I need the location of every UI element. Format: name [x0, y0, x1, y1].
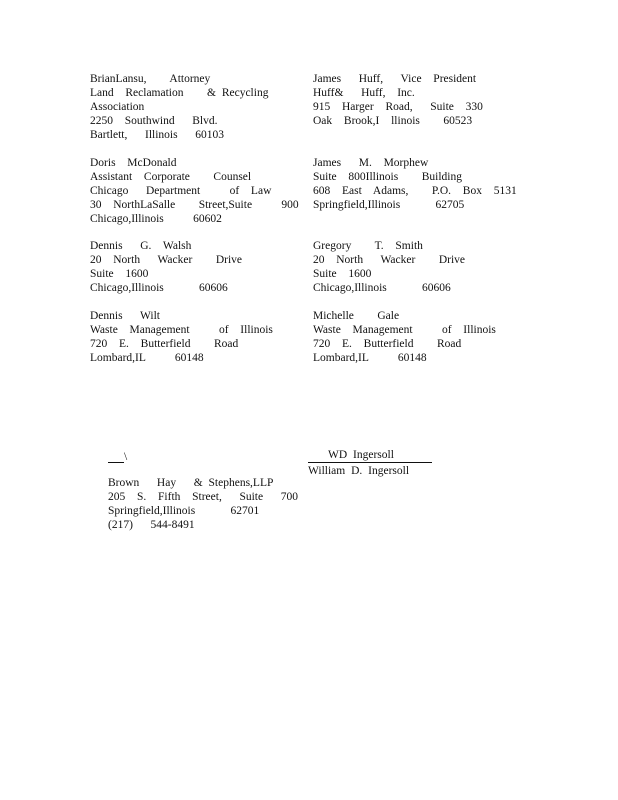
address-line: Dennis Wilt: [90, 310, 160, 322]
electronic-signature: WD Ingersoll: [308, 448, 432, 463]
address-line: Association: [90, 101, 145, 113]
address-line: Chicago Department of Law: [90, 185, 272, 197]
address-line: Assistant Corporate Counsel: [90, 171, 252, 183]
service-address-huff: [313, 72, 483, 128]
address-line: Chicago,Illinois 60606: [313, 282, 451, 294]
service-address-lansu: [90, 72, 268, 142]
signature-block: [308, 448, 432, 478]
address-line: 720 E. Butterfield Road: [90, 338, 239, 350]
address-line: Bartlett, Illinois 60103: [90, 129, 224, 141]
firm-line: 205 S. Fifth Street, Suite 700: [108, 491, 298, 503]
address-line: Michelle Gale: [313, 310, 400, 322]
address-line: James M. Morphew: [313, 157, 429, 169]
address-line: Huff& Huff, Inc.: [313, 87, 415, 99]
service-address-gale: [313, 309, 496, 365]
signer-name: William D. Ingersoll: [308, 465, 410, 477]
address-line: 720 E. Butterfield Road: [313, 338, 462, 350]
address-line: Springfield,Illinois 62705: [313, 199, 465, 211]
firm-line: Springfield,Illinois 62701: [108, 505, 260, 517]
address-line: 915 Harger Road, Suite 330: [313, 101, 483, 113]
address-line: Waste Management of Illinois: [90, 324, 273, 336]
address-line: Doris McDonald: [90, 157, 177, 169]
address-line: Suite 800Illinois Building: [313, 171, 462, 183]
firm-line: (217) 544-8491: [108, 519, 195, 531]
service-address-wilt: [90, 309, 273, 365]
signature-underline: [108, 450, 124, 463]
address-line: 2250 Southwind Blvd.: [90, 115, 218, 127]
address-line: Suite 1600: [313, 268, 372, 280]
address-line: James Huff, Vice President: [313, 73, 477, 85]
service-address-walsh: [90, 239, 242, 295]
service-address-morphew: [313, 156, 517, 212]
service-address-smith: [313, 239, 465, 295]
address-line: Chicago,Illinois 60606: [90, 282, 228, 294]
address-line: 20 North Wacker Drive: [90, 254, 243, 266]
signature-mark: \: [124, 451, 128, 463]
address-line: Land Reclamation & Recycling: [90, 87, 269, 99]
address-line: 608 East Adams, P.O. Box 5131: [313, 185, 517, 197]
address-line: Chicago,Illinois 60602: [90, 213, 222, 225]
service-address-mcdonald: [90, 156, 299, 226]
address-line: Oak Brook,I llinois 60523: [313, 115, 473, 127]
firm-address: [108, 476, 298, 532]
address-line: Dennis G. Walsh: [90, 240, 192, 252]
address-line: 20 North Wacker Drive: [313, 254, 466, 266]
left-signature-line: [108, 450, 127, 463]
address-line: Lombard,IL 60148: [90, 352, 204, 364]
address-line: BrianLansu, Attorney: [90, 73, 211, 85]
address-line: Gregory T. Smith: [313, 240, 423, 252]
firm-line: Brown Hay & Stephens,LLP: [108, 477, 274, 489]
address-line: Suite 1600: [90, 268, 149, 280]
address-line: 30 NorthLaSalle Street,Suite 900: [90, 199, 299, 211]
address-line: Waste Management of Illinois: [313, 324, 496, 336]
address-line: Lombard,IL 60148: [313, 352, 427, 364]
